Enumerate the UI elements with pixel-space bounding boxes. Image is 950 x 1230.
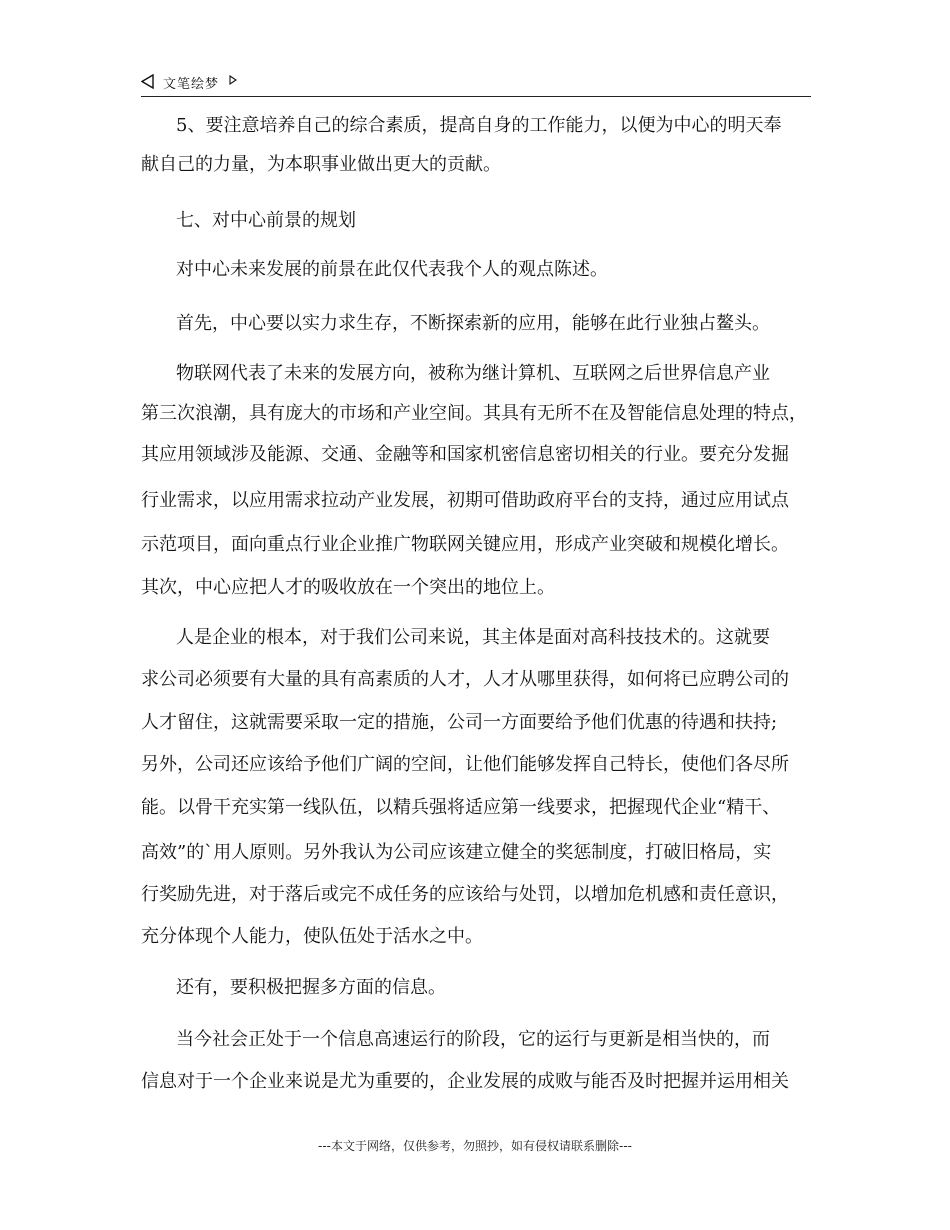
text-line: 对中心未来发展的前景在此仅代表我个人的观点陈述。 bbox=[176, 259, 608, 280]
text-line: 另外，公司还应该给予他们广阔的空间，让他们能够发挥自己特长，使他们各尽所 bbox=[141, 754, 789, 775]
text-line: 首先，中心要以实力求生存，不断探索新的应用，能够在此行业独占鳌头。 bbox=[176, 313, 770, 334]
text-line: 高效”的`用人原则。另外我认为公司应该建立健全的奖惩制度，打破旧格局，实 bbox=[141, 842, 772, 863]
text-line: 行奖励先进，对于落后或完不成任务的应该给与处罚，以增加危机感和责任意识， bbox=[141, 884, 789, 905]
text-line: 人是企业的根本，对于我们公司来说，其主体是面对高科技技术的。这就要 bbox=[176, 627, 770, 648]
page-footer: ---本文于网络，仅供参考，勿照抄，如有侵权请联系删除--- bbox=[318, 1139, 632, 1153]
brand-name: 文笔绘梦 bbox=[163, 77, 220, 92]
text-line: 充分体现个人能力，使队伍处于活水之中。 bbox=[141, 926, 483, 947]
text-line: 还有，要积极把握多方面的信息。 bbox=[176, 977, 446, 998]
text-line: 第三次浪潮，具有庞大的市场和产业空间。其具有无所不在及智能信息处理的特点， bbox=[141, 403, 807, 424]
text-line: 其次，中心应把人才的吸收放在一个突出的地位上。 bbox=[141, 577, 555, 598]
section-heading: 七、对中心前景的规划 bbox=[176, 210, 356, 231]
triangle-right-icon bbox=[229, 75, 237, 85]
text-line: 物联网代表了未来的发展方向，被称为继计算机、互联网之后世界信息产业 bbox=[176, 363, 770, 384]
text-line: 5、要注意培养自己的综合素质，提高自身的工作能力，以便为中心的明天奉 bbox=[176, 115, 782, 136]
page-header bbox=[141, 72, 811, 94]
text-line: 献自己的力量，为本职事业做出更大的贡献。 bbox=[141, 154, 501, 175]
text-line: 人才留住，这就需要采取一定的措施，公司一方面要给予他们优惠的待遇和扶持; bbox=[141, 712, 778, 733]
text-line: 示范项目，面向重点行业企业推广物联网关键应用，形成产业突破和规模化增长。 bbox=[141, 534, 789, 555]
text-line: 能。以骨干充实第一线队伍，以精兵强将适应第一线要求，把握现代企业“精干、 bbox=[141, 797, 781, 818]
triangle-left-icon bbox=[141, 74, 154, 89]
header-rule bbox=[141, 96, 811, 97]
text-line: 信息对于一个企业来说是尤为重要的，企业发展的成败与能否及时把握并运用相关 bbox=[141, 1071, 789, 1092]
text-line: 其应用领域涉及能源、交通、金融等和国家机密信息密切相关的行业。要充分发掘 bbox=[141, 444, 789, 465]
text-line: 当今社会正处于一个信息高速运行的阶段，它的运行与更新是相当快的，而 bbox=[176, 1029, 770, 1050]
text-line: 求公司必须要有大量的具有高素质的人才，人才从哪里获得，如何将已应聘公司的 bbox=[141, 669, 789, 690]
text-line: 行业需求，以应用需求拉动产业发展，初期可借助政府平台的支持，通过应用试点 bbox=[141, 490, 789, 511]
